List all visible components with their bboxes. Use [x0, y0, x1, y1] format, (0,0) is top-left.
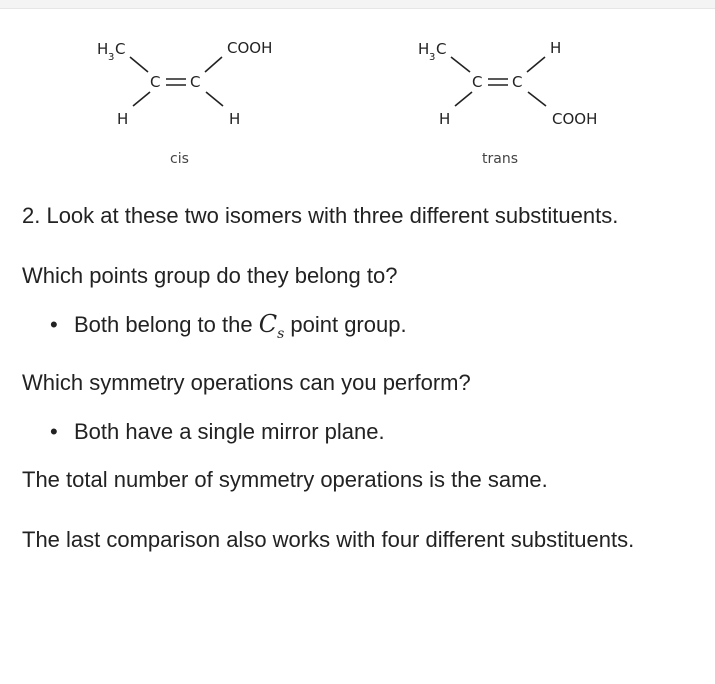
trans-h3c-h: H	[418, 40, 430, 58]
trans-bond-ch3	[451, 57, 470, 72]
cis-h3c-c: C	[115, 40, 126, 58]
question-symmetry-ops: Which symmetry operations can you perform?	[22, 369, 471, 395]
point-group-symbol	[258, 310, 285, 342]
cis-isomer-structure	[97, 39, 272, 128]
trans-cooh: COOH	[552, 110, 598, 128]
point-group-symbol-subscript: s	[277, 325, 285, 342]
question-point-group: Which points group do they belong to?	[22, 263, 398, 288]
cis-bond-cooh	[205, 57, 222, 72]
explanation-text	[22, 198, 702, 557]
intro-paragraph: 2. Look at these two isomers with three different substituents.	[22, 203, 619, 228]
trans-h-top: H	[550, 39, 562, 57]
isomer-figure	[0, 0, 715, 180]
point-group-symbol-base: C	[258, 310, 278, 338]
cis-bond-ch3	[130, 57, 148, 72]
trans-isomer-structure	[418, 39, 597, 128]
cis-caption: cis	[170, 151, 189, 167]
trans-bond-h-left	[455, 92, 472, 106]
answer-symmetry-ops-text: Both have a single mirror plane.	[74, 418, 385, 444]
trans-c1: C	[472, 73, 483, 91]
cis-c1: C	[150, 73, 161, 91]
trans-bond-cooh	[528, 92, 546, 106]
answer-point-group-prefix: Both belong to the	[74, 312, 259, 337]
four-substituents-paragraph: The last comparison also works with four different substituents.	[22, 526, 635, 552]
cis-h3c-subscript: 3	[108, 52, 115, 63]
cis-h3c-h: H	[97, 40, 109, 58]
cis-h-right: H	[229, 110, 241, 128]
bullet-dot: •	[50, 312, 58, 337]
answer-point-group	[50, 307, 702, 352]
cis-h-left: H	[117, 110, 129, 128]
trans-bond-h-top	[527, 57, 545, 72]
trans-h3c-subscript: 3	[429, 52, 436, 63]
cis-bond-h-left	[133, 92, 150, 106]
total-operations-paragraph: The total number of symmetry operations is the same.	[22, 466, 548, 492]
cis-cooh: COOH	[227, 39, 273, 57]
trans-h3c-c: C	[436, 40, 447, 58]
trans-h-left: H	[439, 110, 451, 128]
trans-caption: trans	[482, 151, 518, 167]
trans-c2: C	[512, 73, 523, 91]
answer-symmetry-ops	[50, 414, 702, 449]
answer-point-group-suffix: point group.	[284, 312, 407, 337]
cis-c2: C	[190, 73, 201, 91]
bullet-dot: •	[50, 418, 58, 444]
answer-point-group-text	[74, 307, 407, 352]
cis-bond-h-right	[206, 92, 223, 106]
